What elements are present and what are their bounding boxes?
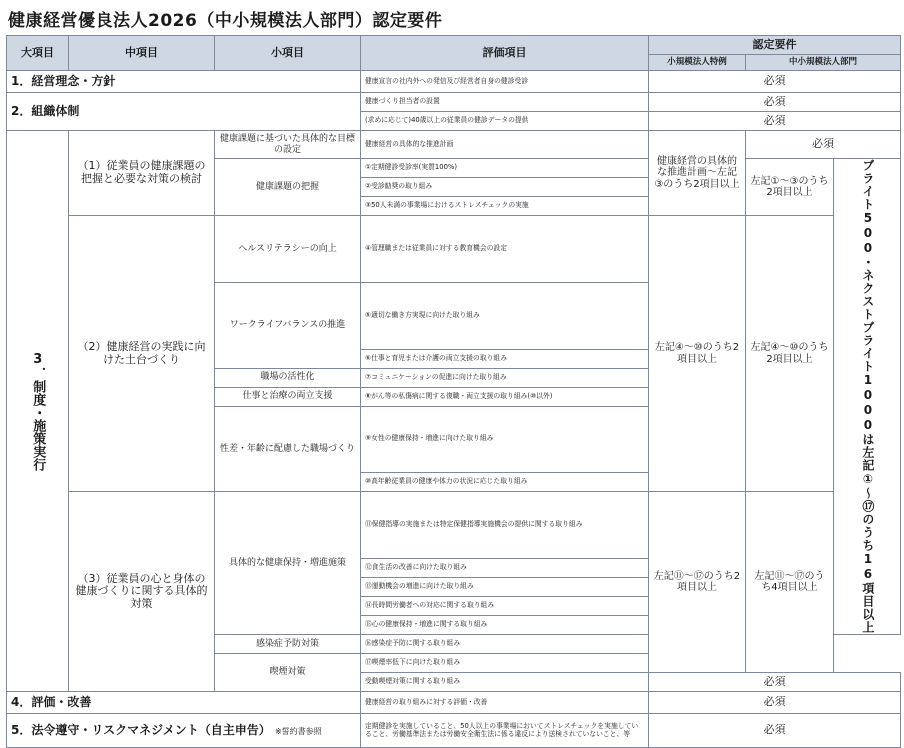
- eval-item: ②受診勧奨の取り組み: [361, 178, 649, 197]
- eval-item: ⑫食生活の改善に向けた取り組み: [361, 559, 649, 578]
- requirement: 必須: [649, 714, 901, 748]
- category-5-label: 5．法令遵守・リスクマネジメント（自主申告）: [11, 722, 271, 737]
- eval-item: ⑪保健指導の実施または特定保健指導実施機会の提供に関する取り組み: [361, 492, 649, 559]
- medium-item-2: （2）健康経営の実践に向けた土台づくり: [69, 216, 215, 492]
- small-item: 仕事と治療の両立支援: [215, 387, 361, 406]
- bright500-note: [834, 159, 901, 635]
- bright500-label: ブライト500・ネクストブライト1000は左記①～⑰のうち16項目以上: [860, 159, 875, 634]
- eval-item: ⑧がん等の私傷病に関する復職・両立支援の取り組み(⑩以外): [361, 387, 649, 406]
- requirement-special-3: 左記⑪～⑰のうち2項目以上: [649, 492, 746, 673]
- eval-item: ⑤適切な働き方実現に向けた取り組み: [361, 282, 649, 349]
- requirements-table: [6, 35, 901, 748]
- header-eval: 評価項目: [361, 36, 649, 71]
- eval-item: ⑦コミュニケーションの促進に向けた取り組み: [361, 368, 649, 387]
- category-5: [7, 714, 361, 748]
- requirement: 必須: [746, 131, 901, 159]
- table-row: [7, 216, 901, 283]
- table-row: [7, 93, 901, 112]
- small-item: 具体的な健康保持・増進施策: [215, 492, 361, 635]
- table-row: [7, 131, 901, 159]
- medium-item-1: （1）従業員の健康課題の把握と必要な対策の検討: [69, 131, 215, 216]
- small-item: 健康課題の把握: [215, 159, 361, 216]
- header-small: 小項目: [215, 36, 361, 71]
- category-2: 2．組織体制: [7, 93, 361, 131]
- table-row: [7, 71, 901, 93]
- eval-item: 健康経営の具体的な推進計画: [361, 131, 649, 159]
- requirement: 必須: [649, 673, 901, 692]
- header-cert: 認定要件: [649, 36, 901, 55]
- eval-item: ④管理職または従業員に対する教育機会の設定: [361, 216, 649, 283]
- small-item: 健康課題に基づいた具体的な目標の設定: [215, 131, 361, 159]
- eval-item: ⑬運動機会の増進に向けた取り組み: [361, 578, 649, 597]
- category-1: 1．経営理念・方針: [7, 71, 361, 93]
- table-row: [7, 692, 901, 714]
- header-cert-special: 小規模法人特例: [649, 55, 746, 71]
- category-4: 4．評価・改善: [7, 692, 361, 714]
- eval-item: ⑭長時間労働者への対応に関する取り組み: [361, 597, 649, 616]
- small-item: 職場の活性化: [215, 368, 361, 387]
- requirement: 必須: [649, 112, 901, 131]
- requirement-special-2: 左記④～⑩のうち2項目以上: [649, 216, 746, 492]
- small-item: 喫煙対策: [215, 654, 361, 692]
- small-item: ワークライフバランスの推進: [215, 282, 361, 368]
- header-cert-sme: 中小規模法人部門: [746, 55, 901, 71]
- small-item: 感染症予防対策: [215, 635, 361, 654]
- eval-item: ③50人未満の事業場におけるストレスチェックの実施: [361, 197, 649, 216]
- requirement: 必須: [649, 71, 901, 93]
- requirement: 必須: [649, 93, 901, 112]
- eval-item: ⑩高年齢従業員の健康や体力の状況に応じた取り組み: [361, 473, 649, 492]
- category-3-label: 3．制度・施策実行: [30, 351, 46, 471]
- eval-item: ⑨女性の健康保持・増進に向けた取り組み: [361, 406, 649, 473]
- requirement-sme-3: 左記⑪～⑰のうち4項目以上: [746, 492, 834, 673]
- table-row: [7, 492, 901, 559]
- eval-item: 受動喫煙対策に関する取り組み: [361, 673, 649, 692]
- eval-item: 定期健診を実施していること、50人以上の事業場においてストレスチェックを実施していること、労働基準法または労働安全衛生法に係る違反により送検されていないこと、等: [361, 714, 649, 748]
- small-item: 性差・年齢に配慮した職場づくり: [215, 406, 361, 492]
- requirement-sme-1: 左記①～③のうち2項目以上: [746, 159, 834, 216]
- category-3: [7, 131, 69, 692]
- eval-item: ⑥仕事と育児または介護の両立支援の取り組み: [361, 349, 649, 368]
- header-large: 大項目: [7, 36, 69, 71]
- eval-item: (求めに応じて)40歳以上の従業員の健診データの提供: [361, 112, 649, 131]
- page-title: 健康経営優良法人2026（中小規模法人部門）認定要件: [8, 11, 443, 31]
- requirement: 必須: [649, 692, 901, 714]
- eval-item: ⑯感染症予防に関する取り組み: [361, 635, 649, 654]
- header-medium: 中項目: [69, 36, 215, 71]
- small-item: ヘルスリテラシーの向上: [215, 216, 361, 283]
- eval-item: 健康宣言の社内外への発信及び経営者自身の健診受診: [361, 71, 649, 93]
- eval-item: ⑰喫煙率低下に向けた取り組み: [361, 654, 649, 673]
- eval-item: ⑮心の健康保持・増進に関する取り組み: [361, 616, 649, 635]
- medium-item-3: （3）従業員の心と身体の健康づくりに関する具体的対策: [69, 492, 215, 692]
- requirement-special-1: 健康経営の具体的な推進計画～左記③のうち2項目以上: [649, 131, 746, 216]
- table-row: [7, 714, 901, 748]
- requirement-sme-2: 左記④～⑩のうち2項目以上: [746, 216, 834, 492]
- eval-item: 健康づくり担当者の設置: [361, 93, 649, 112]
- eval-item: ①定期健診受診率(実質100%): [361, 159, 649, 178]
- pledge-note: ※誓約書参照: [274, 726, 322, 736]
- eval-item: 健康経営の取り組みに対する評価・改善: [361, 692, 649, 714]
